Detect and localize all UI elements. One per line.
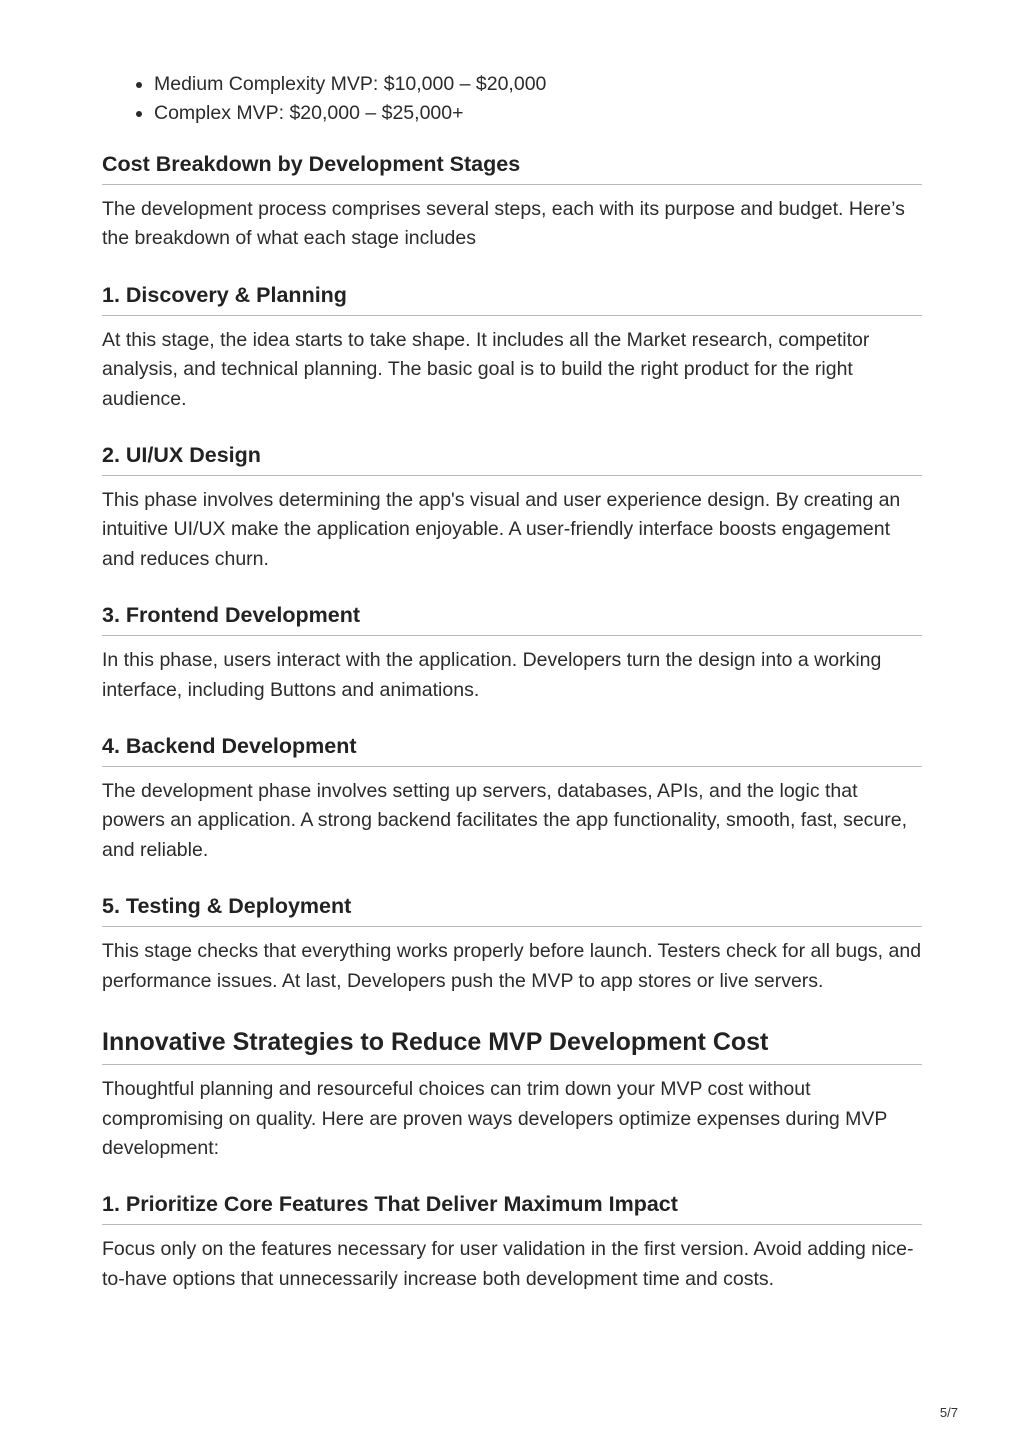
divider (102, 475, 922, 476)
section-cost-breakdown (102, 149, 922, 254)
section-prioritize-core-features (102, 1189, 922, 1294)
divider (102, 766, 922, 767)
section-paragraph: Thoughtful planning and resourceful choices can trim down your MVP cost without compromising on quality. Here are proven ways developers optimize expenses during MVP development: (102, 1078, 888, 1159)
section-heading: 5. Testing & Deployment (102, 894, 352, 919)
document-content (102, 70, 922, 1294)
cost-tier-list (102, 70, 922, 128)
section-paragraph: The development phase involves setting up servers, databases, APIs, and the logic that powers an application. A strong backend facilitates the app functionality, smooth, fast, secure, and reliable. (102, 780, 908, 861)
section-reduce-cost-strategies (102, 1025, 922, 1163)
section-paragraph: Focus only on the features necessary for user validation in the first version. Avoid adding nice-to-have options that unnecessarily increase both development time and costs. (102, 1238, 914, 1290)
divider (102, 1064, 922, 1065)
divider (102, 635, 922, 636)
divider (102, 315, 922, 316)
divider (102, 1224, 922, 1225)
section-paragraph: At this stage, the idea starts to take shape. It includes all the Market research, competitor analysis, and technical planning. The basic goal is to build the right product for the right audience. (102, 328, 870, 410)
section-testing-deployment (102, 891, 922, 996)
list-item: • Medium Complexity MVP: $10,000 – $20,000 (154, 70, 922, 99)
divider (102, 184, 922, 185)
section-heading: 2. UI/UX Design (102, 443, 261, 468)
section-discovery-planning (102, 280, 922, 414)
section-paragraph: In this phase, users interact with the application. Developers turn the design into a working interface, including Buttons and animations. (102, 649, 882, 701)
divider (102, 926, 922, 927)
section-paragraph: This phase involves determining the app's visual and user experience design. By creating an intuitive UI/UX make the application enjoyable. A user-friendly interface boosts engagement and reduces churn. (102, 489, 901, 570)
section-heading-large: Innovative Strategies to Reduce MVP Development Cost (102, 1028, 769, 1057)
section-heading: 4. Backend Development (102, 734, 357, 759)
section-paragraph: This stage checks that everything works properly before launch. Testers check for all bugs, and performance issues. At last, Developers push the MVP to app stores or live servers. (102, 940, 922, 992)
section-heading: 3. Frontend Development (102, 603, 361, 628)
section-paragraph: The development process comprises several steps, each with its purpose and budget. Here’s the breakdown of what each stage includes (102, 198, 905, 250)
section-backend-development (102, 731, 922, 865)
section-heading: 1. Prioritize Core Features That Deliver Maximum Impact (102, 1192, 678, 1217)
section-frontend-development (102, 600, 922, 705)
section-ui-ux-design (102, 440, 922, 574)
section-heading: 1. Discovery & Planning (102, 282, 347, 307)
list-item: • Complex MVP: $20,000 – $25,000+ (154, 99, 922, 128)
section-heading: Cost Breakdown by Development Stages (102, 152, 521, 176)
page-number: 5/7 (939, 1405, 958, 1420)
